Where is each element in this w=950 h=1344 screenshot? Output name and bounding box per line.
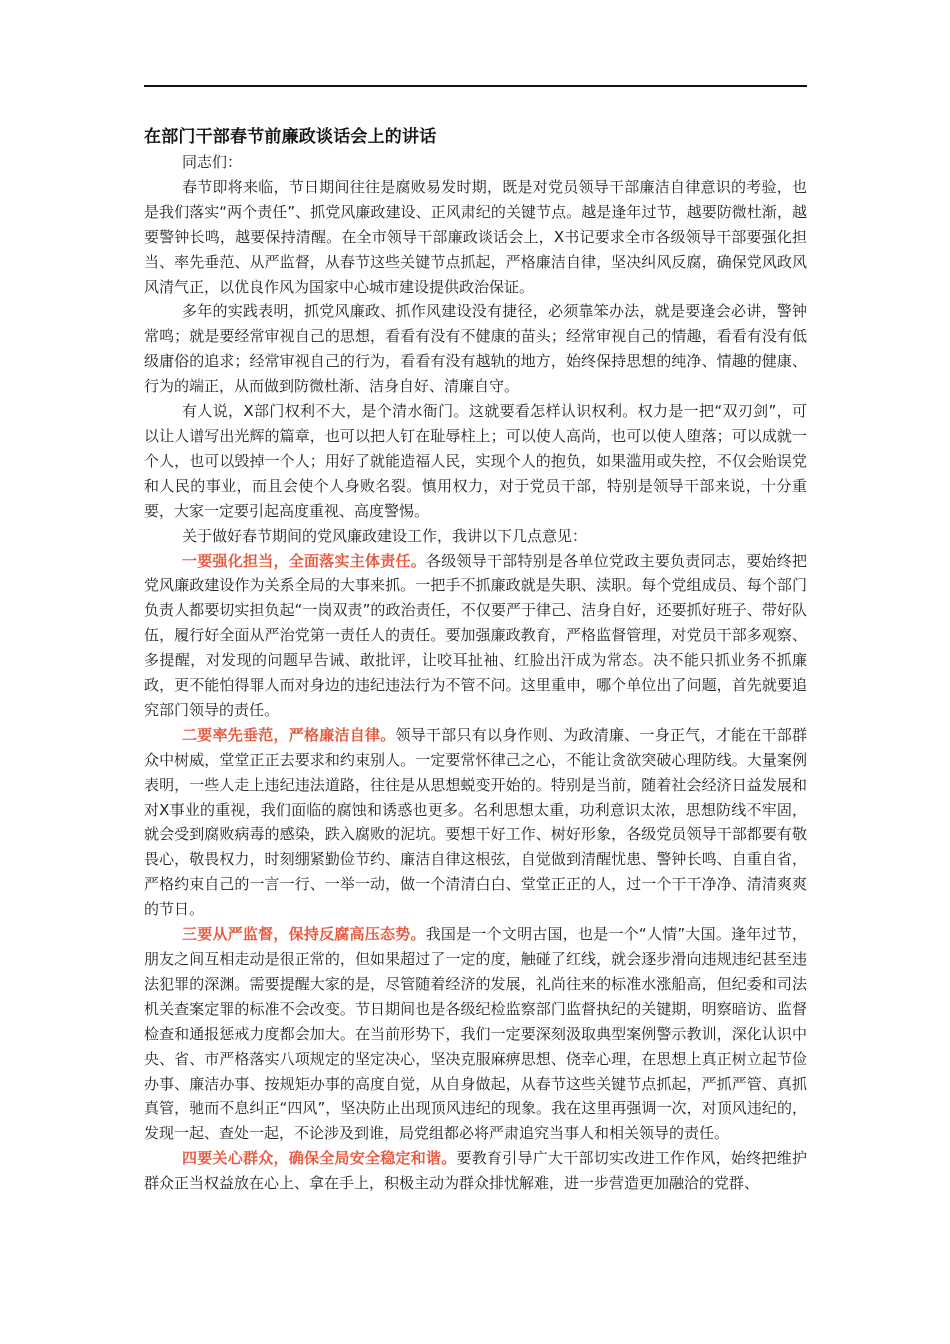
point-text: 领导干部只有以身作则、为政清廉、一身正气，才能在干部群众中树威，堂堂正正去要求和约束别人。一定要常怀律己之心，不能让贪欲突破心理防线。大量案例表明，一些人走上违纪违法道路，往往是从思想蜕变开始的。特别是当前，随着社会经济日益发展和对X事业的重视，我们面临的腐蚀和诱惑也更多。名利思想太重，功利意识太浓，思想防线不牢固，就会受到腐败病毒的感染，跌入腐败的泥坑。要想干好工作、树好形象，各级党员领导干部都要有敬畏心，敬畏权力，时刻绷紧勤俭节约、廉洁自律这根弦，自觉做到清醒忧患、警钟长鸣、自重自省，严格约束自己的一言一行、一举一动，做一个清清白白、堂堂正正的人，过一个干干净净、清清爽爽的节日。 xyxy=(144,725,807,919)
point-heading: 三要从严监督，保持反腐高压态势。 xyxy=(182,925,426,944)
point-text: 各级领导干部特别是各单位党政主要负责同志，要始终把党风廉政建设作为关系全局的大事来抓。一把手不抓廉政就是失职、渎职。每个党组成员、每个部门负责人都要切实担负起“一岗双责”的政治责任，不仅要严于律己、洁身自好，还要抓好班子、带好队伍，履行好全面从严治党第一责任人的责任。要加强廉政教育，严格监督管理，对党员干部多观察、多提醒，对发现的问题早告诫、敢批评，让咬耳扯袖、红脸出汗成为常态。决不能只抓业务不抓廉政，更不能怕得罪人而对身边的违纪违法行为不管不问。这里重申，哪个单位出了问题，首先就要追究部门领导的责任。 xyxy=(144,551,807,719)
paragraph-intro xyxy=(144,175,807,300)
point-heading: 二要率先垂范，严格廉洁自律。 xyxy=(182,725,396,744)
document-title: 在部门干部春节前廉政谈话会上的讲话 xyxy=(144,127,437,147)
point-three xyxy=(144,922,807,1146)
paragraph-text: 多年的实践表明，抓党风廉政、抓作风建设没有捷径，必须靠笨办法，就是要逢会必讲，警钟常鸣；就是要经常审视自己的思想，看看有没有不健康的苗头；经常审视自己的情趣，看看有没有低级庸俗的追求；经常审视自己的行为，看看有没有越轨的地方，始终保持思想的纯净、情趣的健康、行为的端正，从而做到防微杜渐、洁身自好、清廉自守。 xyxy=(144,302,807,396)
paragraph-text: 有人说，X部门权利不大，是个清水衙门。这就要看怎样认识权利。权力是一把“双刃剑”，可以让人谱写出光辉的篇章，也可以把人钉在耻辱柱上；可以使人高尚，也可以使人堕落；可以成就一个人，也可以毁掉一个人；用好了就能造福人民，实现个人的抱负，如果滥用或失控，不仅会贻误党和人民的事业，而且会使个人身败名裂。慎用权力，对于党员干部，特别是领导干部来说，十分重要，大家一定要引起高度重视、高度警惕。 xyxy=(144,402,807,520)
paragraph-practice xyxy=(144,299,807,399)
paragraph-text: 关于做好春节期间的党风廉政建设工作，我讲以下几点意见： xyxy=(182,526,588,545)
paragraph-power xyxy=(144,399,807,524)
point-four xyxy=(144,1146,807,1196)
point-heading: 四要关心群众，确保全局安全稳定和谐。 xyxy=(182,1149,457,1168)
point-one xyxy=(144,549,807,723)
point-text: 要教育引导广大干部切实改进工作作风，始终把维护群众正当权益放在心上、拿在手上，积极主动为群众排忧解难，进一步营造更加融洽的党群、 xyxy=(144,1149,807,1193)
point-heading: 一要强化担当，全面落实主体责任。 xyxy=(182,551,426,570)
paragraph-opinions-intro xyxy=(144,524,807,549)
point-two xyxy=(144,723,807,922)
point-text: 我国是一个文明古国，也是一个“人情”大国。逢年过节，朋友之间互相走动是很正常的，但如果超过了一定的度，触碰了红线，就会逐步滑向违规违纪甚至违法犯罪的深渊。需要提醒大家的是，尽管随着经济的发展，礼尚往来的标准水涨船高，但纪委和司法机关查案定罪的标准不会改变。节日期间也是各级纪检监察部门监督执纪的关键期，明察暗访、监督检查和通报惩戒力度都会加大。在当前形势下，我们一定要深刻汲取典型案例警示教训，深化认识中央、省、市严格落实八项规定的坚定决心，坚决克服麻痹思想、侥幸心理，在思想上真正树立起节俭办事、廉洁办事、按规矩办事的高度自觉，从自身做起，从春节这些关键节点抓起，严抓严管、真抓真管，驰而不息纠正“四风”，坚决防止出现顶风违纪的现象。我在这里再强调一次，对顶风违纪的，发现一起、查处一起，不论涉及到谁，局党组都必将严肃追究当事人和相关领导的责任。 xyxy=(144,925,807,1143)
salutation: 同志们： xyxy=(182,153,243,171)
document-body xyxy=(144,124,807,1196)
paragraph-text: 春节即将来临，节日期间往往是腐败易发时期，既是对党员领导干部廉洁自律意识的考验，也是我们落实“两个责任”、抓党风廉政建设、正风肃纪的关键节点。越是逢年过节，越要防微杜渐，越要警钟长鸣，越要保持清醒。在全市领导干部廉政谈话会上，X书记要求全市各级领导干部要强化担当、率先垂范、从严监督，从春节这些关键节点抓起，严格廉洁自律，坚决纠风反腐，确保党风政风风清气正，以优良作风为国家中心城市建设提供政治保证。 xyxy=(144,177,807,296)
header-rule xyxy=(144,85,807,87)
